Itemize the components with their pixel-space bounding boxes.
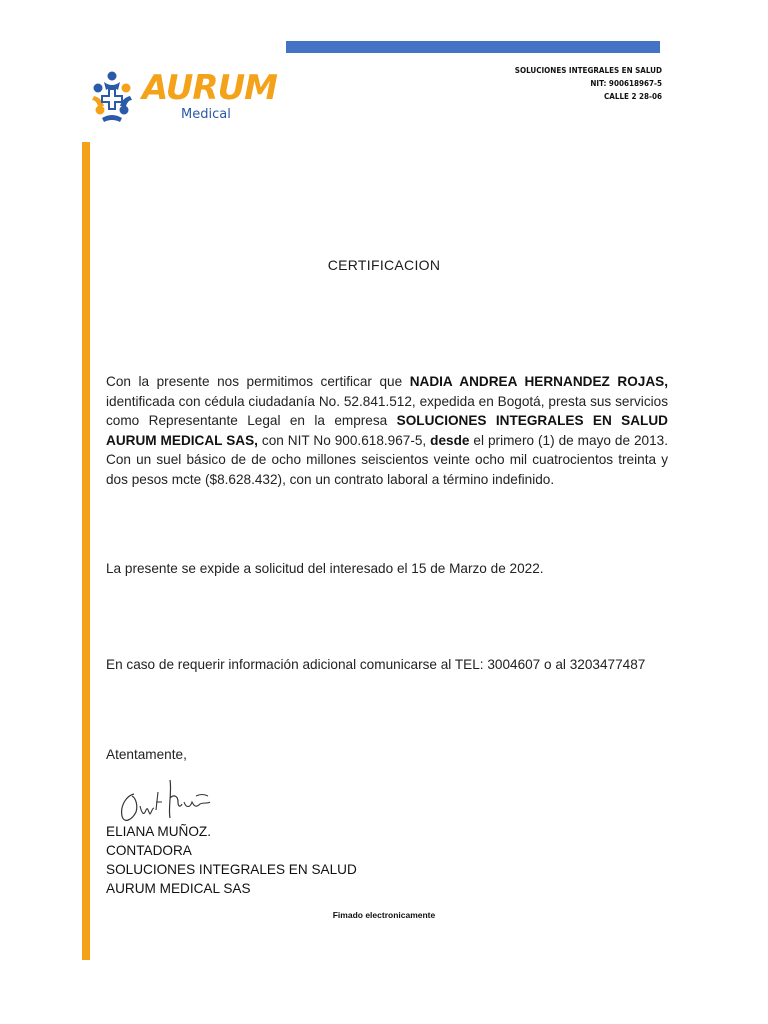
contact-paragraph: En caso de requerir información adicional comunicarse al TEL: 3004607 o al 3203477487: [106, 657, 646, 672]
header-company: SOLUCIONES INTEGRALES EN SALUD: [514, 66, 662, 75]
top-accent-bar: [286, 41, 660, 53]
closing-text: Atentamente,: [106, 747, 187, 762]
signer-role: CONTADORA: [106, 843, 192, 858]
issuance-paragraph: La presente se expide a solicitud del interesado el 15 de Marzo de 2022.: [106, 561, 544, 576]
document-title: CERTIFICACION: [327, 257, 441, 273]
logo-sub-text: Medical: [181, 107, 231, 122]
company-header-info: [515, 64, 662, 103]
electronic-signature-note: Fimado electronicamente: [332, 910, 436, 920]
signer-block: [106, 822, 357, 898]
medical-cross-icon: [92, 72, 132, 123]
desde-word: desde: [430, 432, 470, 448]
company-name: SOLUCIONES INTEGRALES EN SALUD AURUM MEDICAL SAS,: [106, 413, 668, 448]
logo-brand-text: AURUM: [142, 68, 278, 108]
certification-paragraph: Con la presente nos permitimos certificar que NADIA ANDREA HERNANDEZ ROJAS, identificada con cédula ciudadanía No. 52.841.512, expedida en Bogotá, presta sus servicios como Representante Legal en la empresa SOLUCIONES INTEGRALES EN SALUD AURUM MEDICAL SAS, con NIT No 900.618.967-5, desde el primero (1) de mayo de 2013. Con un suel básico de de ocho millones seiscientos veinte ocho mil cuatrocientos treinta y dos pesos mcte ($8.628.432), con un contrato laboral a término indefinido.: [106, 374, 668, 487]
signer-name: ELIANA MUÑOZ.: [106, 824, 211, 839]
signer-company-line2: AURUM MEDICAL SAS: [106, 881, 251, 896]
signer-company-line1: SOLUCIONES INTEGRALES EN SALUD: [106, 862, 357, 877]
header-address: CALLE 2 28-06: [604, 92, 662, 101]
header-nit: NIT: 900618967-5: [590, 79, 662, 88]
employee-name: NADIA ANDREA HERNANDEZ ROJAS,: [409, 374, 668, 389]
